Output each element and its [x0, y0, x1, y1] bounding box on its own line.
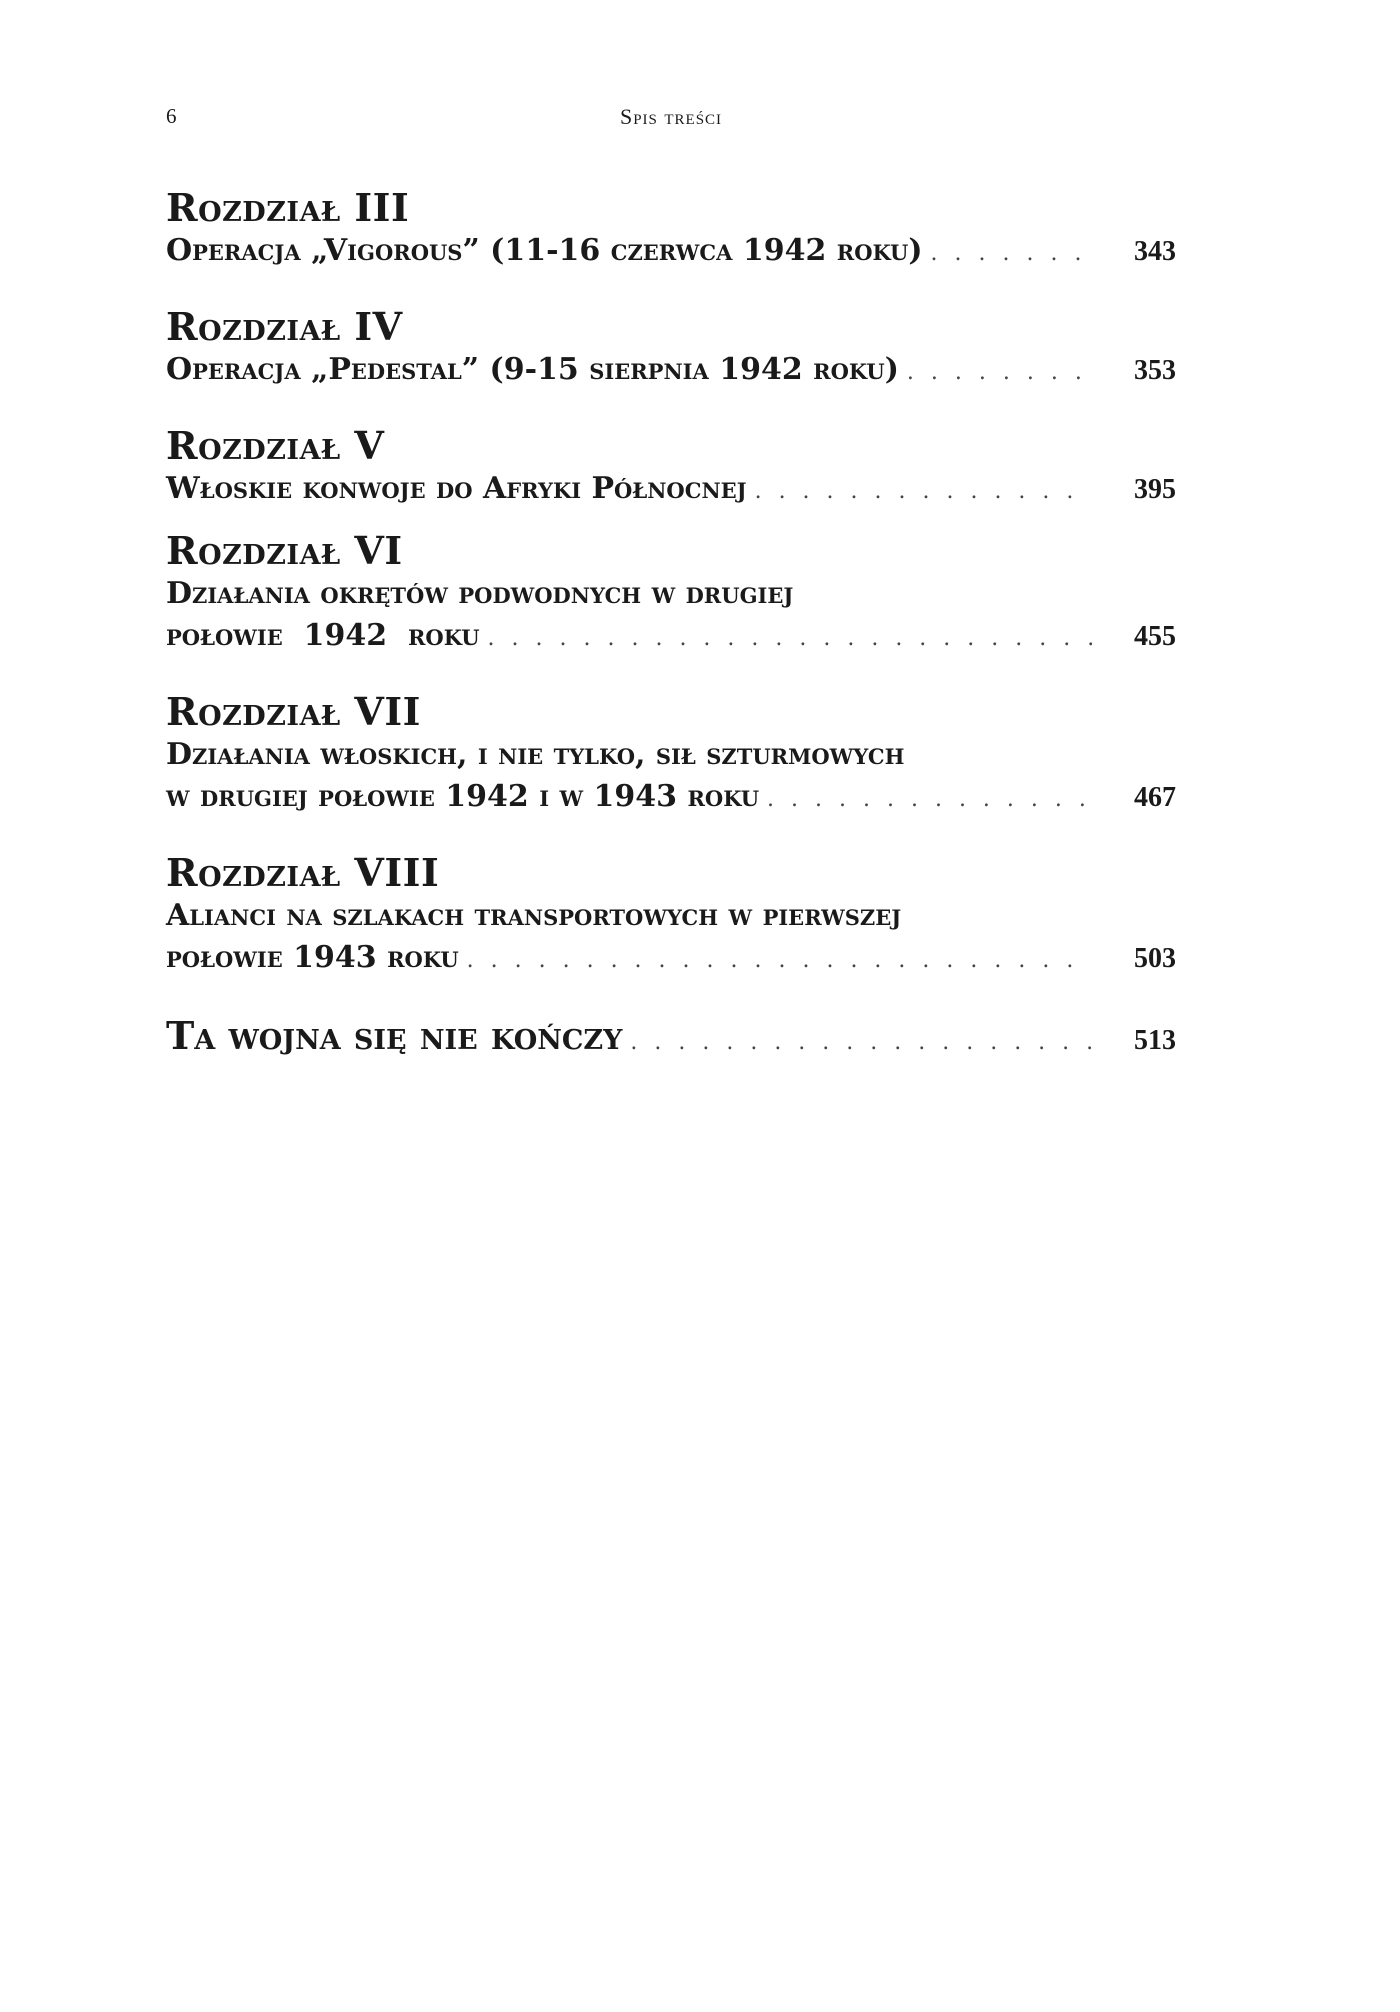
toc-title-row [166, 230, 1176, 275]
page-number: 6 [166, 104, 177, 128]
chapter-title-line: Alianci na szlakach transportowych w pierwszej [166, 898, 902, 933]
toc-title-row [166, 349, 1176, 394]
toc-entry-epilogue [166, 1012, 1176, 1060]
toc-title-row [166, 776, 1176, 821]
page-reference: 353 [1134, 355, 1176, 386]
page-reference: 455 [1134, 621, 1176, 652]
toc-entry-chapter-8 [166, 851, 1176, 982]
page-reference: 395 [1134, 474, 1176, 505]
chapter-title: w drugiej połowie 1942 i w 1943 roku [166, 779, 760, 814]
chapter-title: Operacja „Vigorous” (11-16 czerwca 1942 roku) [166, 233, 923, 268]
toc-entry-chapter-5 [166, 424, 1176, 513]
chapter-label: Rozdział VII [166, 689, 421, 734]
running-head: Spis treści [619, 104, 723, 129]
chapter-title: Operacja „Pedestal” (9-15 sierpnia 1942 roku) [166, 352, 899, 387]
chapter-label: Rozdział III [166, 185, 410, 230]
page-reference: 343 [1134, 236, 1176, 267]
toc-title-row [166, 468, 1176, 513]
chapter-title-line: Działania okrętów podwodnych w drugiej [166, 576, 794, 611]
chapter-title: połowie 1942 roku [166, 618, 480, 653]
toc-entry-chapter-4 [166, 305, 1176, 394]
dot-leader [755, 471, 1092, 513]
toc-entry-chapter-7 [166, 690, 1176, 821]
toc-entry-chapter-6 [166, 529, 1176, 660]
chapter-label: Rozdział V [166, 423, 385, 468]
chapter-title: Włoskie konwoje do Afryki Północnej [166, 471, 747, 506]
chapter-title-line: Działania włoskich, i nie tylko, sił szturmowych [166, 737, 905, 772]
epilogue-title: Ta wojna się nie kończy [166, 1013, 623, 1058]
dot-leader [467, 940, 1092, 982]
dot-leader [931, 233, 1092, 275]
page-reference: 467 [1134, 782, 1176, 813]
chapter-label: Rozdział IV [166, 304, 403, 349]
dot-leader [767, 779, 1092, 821]
page-header [166, 100, 1176, 140]
chapter-title: połowie 1943 roku [166, 940, 459, 975]
dot-leader [907, 352, 1092, 394]
chapter-label: Rozdział VI [166, 528, 403, 573]
table-of-contents [166, 186, 1176, 1060]
toc-title-row [166, 937, 1176, 982]
toc-entry-chapter-3 [166, 186, 1176, 275]
toc-title-row [166, 615, 1176, 660]
page-reference: 513 [1134, 1025, 1176, 1056]
dot-leader [488, 618, 1092, 660]
page-reference: 503 [1134, 943, 1176, 974]
chapter-label: Rozdział VIII [166, 850, 440, 895]
dot-leader [630, 1030, 1092, 1055]
